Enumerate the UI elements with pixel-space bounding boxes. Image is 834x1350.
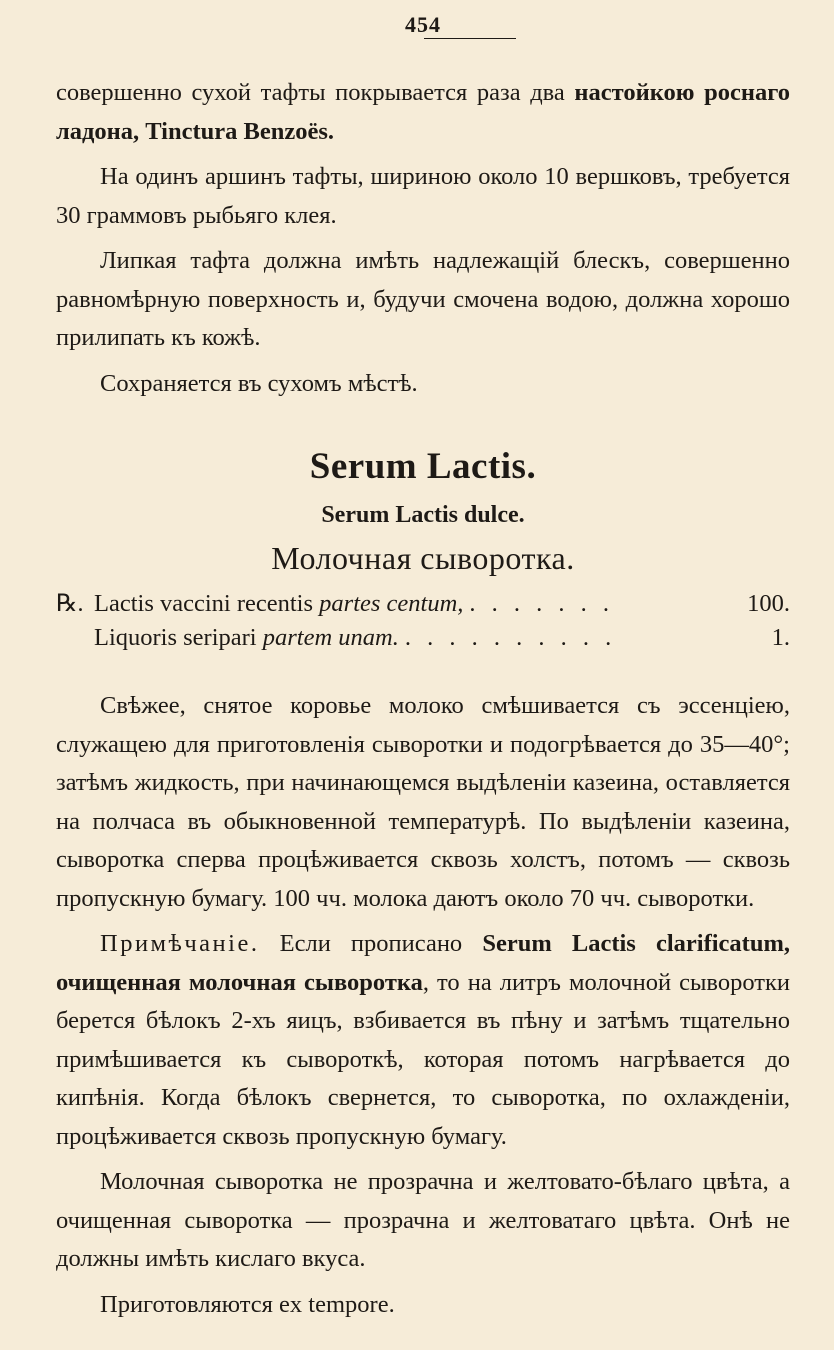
ingredient-quantity: 1. — [771, 624, 790, 651]
tincture-name: настойкою роснаго ладона, Tinctura Benzoës. — [56, 79, 790, 145]
body-paragraph-1: Свѣжее, снятое коровье молоко смѣшивается съ эссенціею, служащею для приготовленія сыворотки и подогрѣвается до 35—40°; затѣмъ жидкость, при начинающемся выдѣленіи казеина, оставляется на полчаса въ обыкновенной температурѣ. По выдѣленіи казеина, сыворотка сперва процѣживается сквозь холстъ, потомъ — сквозь пропускную бумагу. 100 чч. молока даютъ около 70 чч. сыворотки. — [56, 692, 790, 912]
note-paragraph — [56, 925, 790, 1156]
recipe-line — [56, 624, 790, 659]
leader-dots: . . . . . . . . . . — [404, 624, 617, 651]
note-text: , то на литръ молочной сыворотки берется бѣлокъ 2-хъ яицъ, взбивается въ пѣну и затѣмъ тщательно примѣшивается къ сывороткѣ, которая потомъ нагрѣвается до кипѣнія. Когда бѣлокъ свернется, то сыворотка, по охлажденіи, процѣживается сквозь пропускную бумагу. — [56, 968, 790, 1150]
intro-section — [56, 74, 790, 403]
leader-dots: . . . . . . . — [469, 590, 615, 617]
intro-paragraph-3: Липкая тафта должна имѣть надлежащій блескъ, совершенно равномѣрную поверхность и, будучи смочена водою, должна хорошо прилипать къ кожѣ. — [56, 247, 790, 351]
ingredient-name — [94, 590, 463, 618]
ingredient-latin: Lactis vaccini recentis — [94, 590, 320, 617]
note-text: Если прописано — [259, 930, 483, 957]
ingredient-quantity: 100. — [747, 590, 790, 617]
body-paragraph-4: Приготовляются ex tempore. — [100, 1290, 395, 1318]
ingredient-amount-text: partem unam. — [262, 624, 399, 651]
article-russian-title: Молочная сыворотка. — [271, 540, 575, 576]
note-label: Примѣчаніе. — [100, 930, 260, 957]
intro-paragraph-2: На одинъ аршинъ тафты, шириною около 10 вершковъ, требуется 30 граммовъ рыбьяго клея. — [56, 163, 790, 229]
article-subtitle: Serum Lactis dulce. — [321, 502, 525, 528]
intro-text: совершенно сухой тафты покрывается раза два — [56, 79, 575, 106]
rx-symbol: ℞. — [56, 591, 84, 617]
recipe — [56, 589, 790, 659]
body-section — [56, 687, 790, 1324]
ingredient-latin: Liquoris seriparі — [94, 624, 263, 651]
body-paragraph-3: Молочная сыворотка не прозрачна и желтовато-бѣлаго цвѣта, а очищенная сыворотка — прозрачна и желтоватаго цвѣта. Онѣ не должны имѣть кислаго вкуса. — [56, 1168, 790, 1272]
page-number: 454 — [405, 12, 441, 37]
header-rule — [424, 38, 516, 39]
page-header — [56, 0, 790, 52]
intro-paragraph-1 — [56, 74, 790, 151]
ingredient-name — [94, 624, 399, 652]
intro-paragraph-4: Сохраняется въ сухомъ мѣстѣ. — [100, 369, 418, 397]
ingredient-amount-text: partes centum, — [319, 590, 464, 617]
recipe-line — [56, 589, 790, 624]
article-title: Serum Lactis. — [309, 446, 537, 487]
note-bold-term: Serum Lactis clarificatum, очищенная молочная сыворотка — [56, 930, 790, 996]
